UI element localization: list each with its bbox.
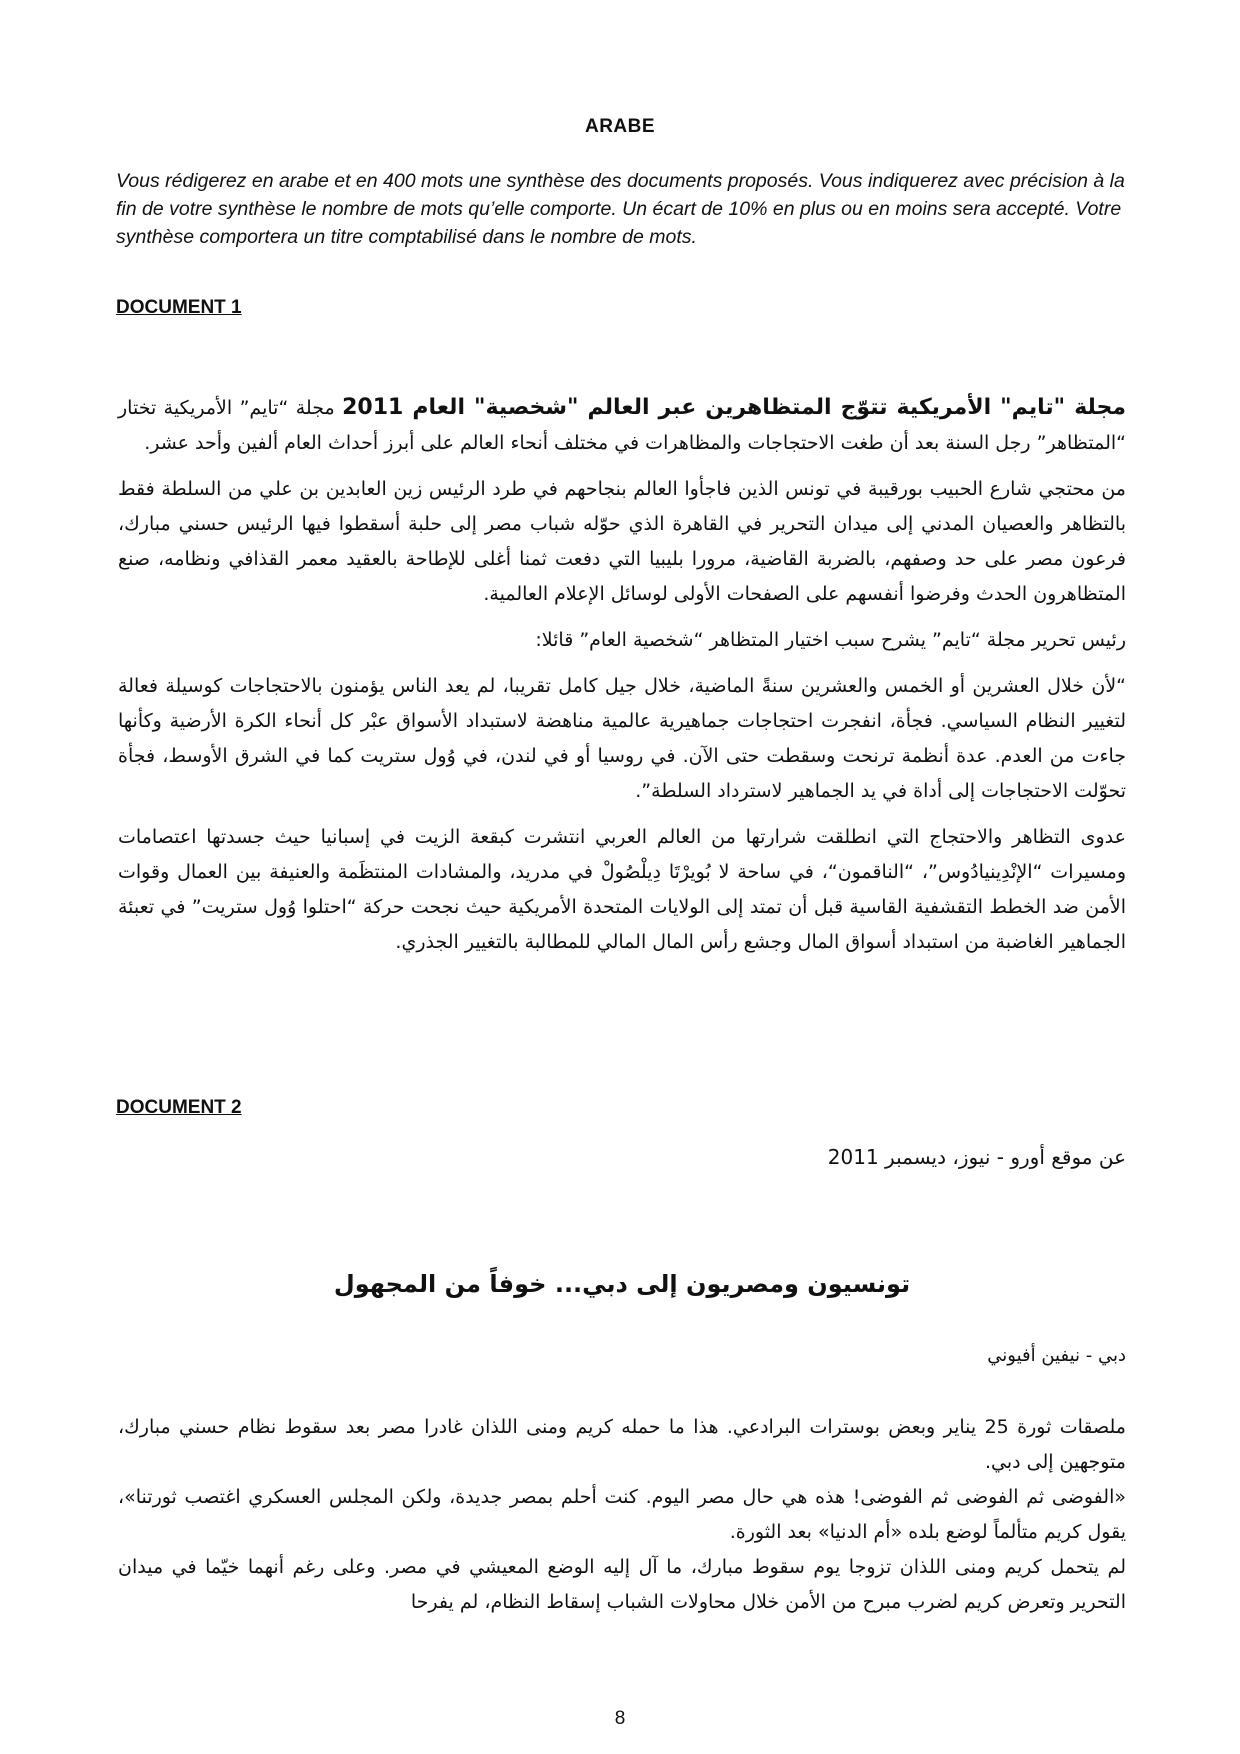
document-2-byline: دبي - نيفين أفيوني	[987, 1345, 1126, 1366]
instructions-text: Vous rédigerez en arabe et en 400 mots une synthèse des documents proposés. Vous indiquerez avec précision à la fin de votre synthèse le nombre de mots qu’elle comporte. Un écart de 10% en plus ou en moins sera accepté. Votre synthèse comportera un titre comptabilisé dans le nombre de mots.	[116, 170, 1125, 248]
document-2-title: تونسيون ومصريون إلى دبي... خوفاً من المجهول	[333, 1270, 911, 1298]
document-1-paragraph: عدوى التظاهر والاحتجاج التي انطلقت شرارتها من العالم العربي انتشرت كبقعة الزيت في إسبانيا حيث جسدتها اعتصامات ومسيرات “الإنْدِينيادُوس”، “الناقمون“، في ساحة لا بُويرْتَا دِيلْصُولْ في مدريد، والمشادات المنتظَمة والعنيفة بين العمال وقوات الأمن ضد الخطط التقشفية القاسية قبل أن تمتد إلى الولايات المتحدة الأمريكية حيث نجحت حركة “احتلوا وُول ستريت” في تعبئة الجماهير الغاضبة من استبداد أسواق المال وجشع رأس المال المالي للمطالبة بالتغيير الجذري.	[118, 826, 1126, 953]
document-2-body	[118, 1410, 1126, 1620]
document-1-intro-text: مجلة “تايم” الأمريكية تختار “المتظاهر” رجل السنة بعد أن طغت الاحتجاجات والمظاهرات في مختلف أنحاء العالم على أبرز أحداث العام ألفين وأحد عشر.	[118, 397, 1126, 454]
document-1-source: عن موقع أورو - نيوز، ديسمبر 2011	[827, 1145, 1126, 1169]
document-2-paragraph: «الفوضى ثم الفوضى ثم الفوضى! هذه هي حال مصر اليوم. كنت أحلم بمصر جديدة، ولكن المجلس العسكري اغتصب ثورتنا»، يقول كريم متألماً لوضع بلده «أم الدنيا» بعد الثورة.	[118, 1486, 1126, 1543]
document-2-heading: DOCUMENT 2	[116, 1097, 242, 1118]
document-1-body	[118, 390, 1126, 971]
document-1-intro	[118, 390, 1126, 461]
subject-title: ARABE	[584, 116, 656, 137]
document-1-paragraph: “لأن خلال العشرين أو الخمس والعشرين سنةً الماضية، خلال جيل كامل تقريبا، لم يعد الناس يؤمنون بالاحتجاجات كوسيلة فعالة لتغيير النظام السياسي. فجأة، انفجرت احتجاجات جماهيرية عالمية مناهضة لاستبداد الأسواق عبْر كل أنحاء الكرة الأرضية وكأنها جاءت من العدم. عدة أنظمة ترنحت وسقطت حتى الآن. في روسيا أو في لندن، في وُول ستريت كما في الشرق الأوسط، فجأة تحوّلت الاحتجاجات إلى أداة في يد الجماهير لاسترداد السلطة”.	[118, 675, 1126, 802]
document-2-paragraph: ملصقات ثورة 25 يناير وبعض بوسترات البرادعي. هذا ما حمله كريم ومنى اللذان غادرا مصر بعد سقوط نظام حسني مبارك، متوجهين إلى دبي.	[118, 1416, 1126, 1473]
document-1-paragraph: من محتجي شارع الحبيب بورقيبة في تونس الذين فاجأوا العالم بنجاحهم في طرد الرئيس زين العابدين بن علي من السلطة فقط بالتظاهر والعصيان المدني إلى ميدان التحرير في القاهرة الذي حوّله شباب مصر إلى حلبة أسقطوا فيها الرئيس حسني مبارك، فرعون مصر على حد وصفهم، بالضربة القاضية، مرورا بليبيا التي دفعت ثمنا أغلى للإطاحة بالعقيد معمر القذافي ونظامه، صنع المتظاهرون الحدث وفرضوا أنفسهم على الصفحات الأولى لوسائل الإعلام العالمية.	[118, 478, 1126, 605]
document-2-paragraph: لم يتحمل كريم ومنى اللذان تزوجا يوم سقوط مبارك، ما آل إليه الوضع المعيشي في مصر. وعلى رغم أنهما خيّما في ميدان التحرير وتعرض كريم لضرب مبرح من الأمن خلال محاولات الشباب إسقاط النظام، لم يفرحا	[118, 1556, 1126, 1613]
document-1-title: مجلة "تايم" الأمريكية تتوّج المتظاهرين عبر العالم "شخصية" العام 2011	[342, 395, 1126, 420]
document-1-heading: DOCUMENT 1	[116, 297, 242, 318]
page-number: 8	[614, 1708, 626, 1729]
document-1-paragraph: رئيس تحرير مجلة “تايم” يشرح سبب اختيار المتظاهر “شخصية العام” قائلا:	[535, 629, 1126, 651]
